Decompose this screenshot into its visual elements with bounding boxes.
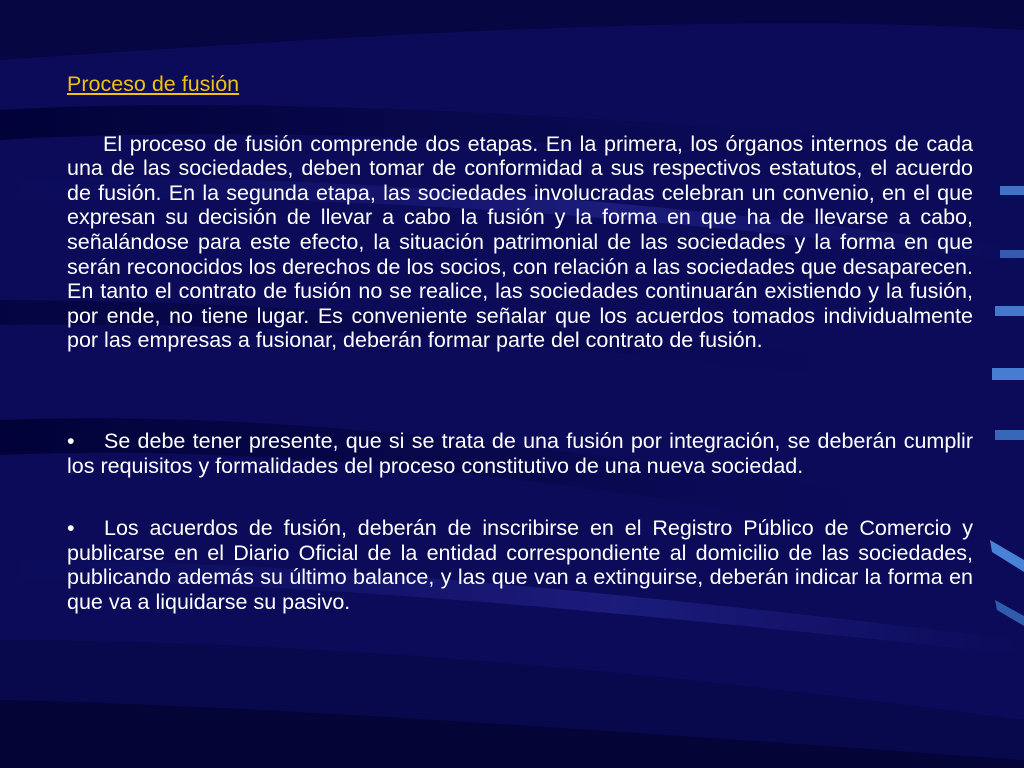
intro-paragraph: El proceso de fusión comprende dos etapas. En la primera, los órganos internos de cada una de las sociedades, deben tomar de conformidad a sus respectivos estatutos, el acuerdo de fusión. En la segunda etapa, las sociedades involucradas celebran un convenio, en el que expresan su decisión de llevar a cabo la fusión y la forma en que ha de llevarse a cabo, señalándose para este efecto, la situación patrimonial de las sociedades y la forma en que serán reconocidos los derechos de los socios, con relación a las sociedades que desaparecen. En tanto el contrato de fusión no se realice, las sociedades continuarán existiendo y la fusión, por ende, no tiene lugar. Es conveniente señalar que los acuerdos tomados individualmente por las empresas a fusionar, deberán formar parte del contrato de fusión. xyxy=(67,131,973,353)
bullet-text: Se debe tener presente, que si se trata de una fusión por integración, se deberán cumplir los requisitos y formalidades del proceso constitutivo de una nueva sociedad. xyxy=(67,428,973,478)
slide-content xyxy=(67,72,973,615)
slide-title: Proceso de fusión xyxy=(67,72,240,96)
bullet-icon: • xyxy=(67,516,75,541)
bullet-icon: • xyxy=(67,428,75,453)
bullet-list xyxy=(67,429,973,615)
bullet-text: Los acuerdos de fusión, deberán de inscribirse en el Registro Público de Comercio y publicarse en el Diario Oficial de la entidad correspondiente al domicilio de las sociedades, publicando además su último balance, y las que van a extinguirse, deberán indicar la forma en que va a liquidarse su pasivo. xyxy=(67,516,973,614)
bullet-item xyxy=(67,516,973,614)
bullet-item xyxy=(67,429,973,478)
